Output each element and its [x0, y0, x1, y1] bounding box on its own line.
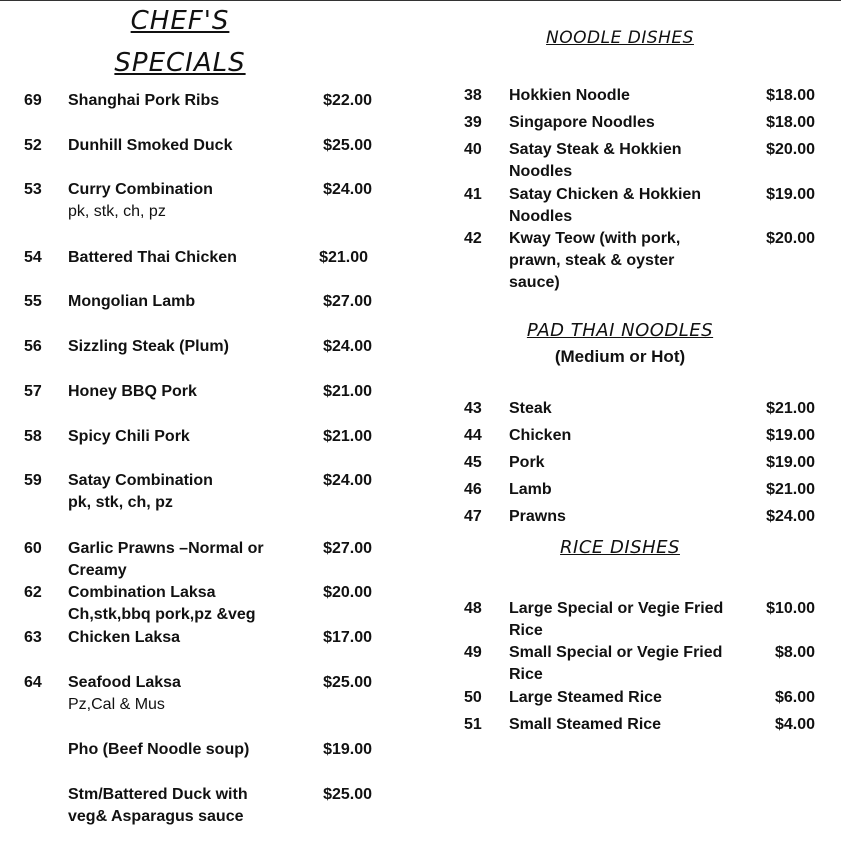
item-price: $17.00 [323, 629, 372, 646]
item-price: $25.00 [323, 137, 372, 154]
menu-item [24, 784, 379, 828]
item-number: 47 [464, 508, 482, 525]
item-number: 52 [24, 137, 42, 154]
menu-item [24, 538, 379, 582]
item-price: $21.00 [766, 481, 815, 498]
item-price: $24.00 [323, 338, 372, 355]
item-name: Pho (Beef Noodle soup) [68, 741, 250, 758]
item-number: 57 [24, 383, 42, 400]
menu-item [464, 228, 820, 294]
item-name: Shanghai Pork Ribs [68, 92, 220, 109]
item-price: $6.00 [774, 689, 815, 706]
item-price: $20.00 [766, 141, 815, 158]
menu-item [464, 184, 820, 228]
item-price: $20.00 [323, 584, 372, 601]
item-price: $21.00 [323, 428, 372, 445]
item-description: Pz,Cal & Mus [68, 696, 165, 713]
item-name: Battered Thai Chicken [68, 249, 237, 266]
item-price: $4.00 [774, 716, 815, 733]
item-name: Steak [509, 400, 552, 417]
item-name: Dunhill Smoked Duck [68, 137, 233, 154]
item-number: 41 [464, 186, 482, 203]
item-price: $18.00 [766, 114, 815, 131]
pad-thai-subtitle: (Medium or Hot) [554, 347, 686, 366]
item-name-block [68, 179, 298, 223]
item-number: 56 [24, 338, 42, 355]
item-name: Kway Teow (with pork, prawn, steak & oyster sauce) [509, 230, 681, 291]
item-description: pk, stk, ch, pz [68, 494, 173, 511]
menu-item [24, 672, 379, 716]
item-number: 59 [24, 472, 42, 489]
menu-item [24, 247, 379, 269]
menu-item [24, 739, 379, 761]
item-price: $21.00 [766, 400, 815, 417]
item-number: 69 [24, 92, 42, 109]
item-price: $10.00 [766, 600, 815, 617]
item-number: 64 [24, 674, 42, 691]
item-name: Spicy Chili Pork [68, 428, 190, 445]
item-price: $20.00 [766, 230, 815, 247]
item-name: Chicken Laksa [68, 629, 181, 646]
item-number: 58 [24, 428, 42, 445]
item-number: 43 [464, 400, 482, 417]
item-price: $21.00 [319, 249, 368, 266]
item-number: 60 [24, 540, 42, 557]
item-price: $24.00 [323, 181, 372, 198]
item-number: 50 [464, 689, 482, 706]
item-name-block [68, 672, 298, 716]
item-name: Lamb [509, 481, 552, 498]
menu-item [24, 135, 379, 157]
menu-item [464, 714, 820, 736]
item-name: Satay Chicken & Hokkien Noodles [509, 186, 702, 225]
item-number: 39 [464, 114, 482, 131]
item-number: 51 [464, 716, 482, 733]
item-name: Seafood Laksa [68, 674, 181, 691]
item-name: Prawns [509, 508, 566, 525]
item-price: $24.00 [323, 472, 372, 489]
item-name: Combination Laksa Ch,stk,bbq pork,pz &veg [68, 584, 256, 623]
menu-item [464, 85, 820, 107]
item-number: 63 [24, 629, 42, 646]
item-price: $21.00 [323, 383, 372, 400]
item-name: Mongolian Lamb [68, 293, 196, 310]
item-price: $27.00 [323, 293, 372, 310]
item-name: Hokkien Noodle [509, 87, 630, 104]
item-name-block [68, 470, 298, 514]
rice-dishes-title: RICE DISHES [560, 537, 680, 558]
menu-item [24, 426, 379, 448]
chef-specials-title-line1: CHEF'S [130, 6, 230, 36]
item-number: 46 [464, 481, 482, 498]
menu-item [24, 470, 379, 514]
item-price: $19.00 [766, 454, 815, 471]
menu-item [24, 90, 379, 112]
item-number: 38 [464, 87, 482, 104]
pad-thai-title: PAD THAI NOODLES [526, 320, 714, 341]
menu-item [464, 642, 820, 686]
item-number: 42 [464, 230, 482, 247]
menu-item [24, 627, 379, 649]
item-name: Large Special or Vegie Fried Rice [509, 600, 724, 639]
item-number: 48 [464, 600, 482, 617]
item-price: $19.00 [766, 427, 815, 444]
menu-item [464, 452, 820, 474]
item-price: $25.00 [323, 786, 372, 803]
item-name: Curry Combination [68, 181, 213, 198]
menu-item [464, 479, 820, 501]
item-price: $24.00 [766, 508, 815, 525]
item-price: $27.00 [323, 540, 372, 557]
menu-item [24, 582, 379, 626]
menu-item [24, 291, 379, 313]
menu-item [24, 179, 379, 223]
item-number: 49 [464, 644, 482, 661]
item-name: Sizzling Steak (Plum) [68, 338, 229, 355]
item-number: 53 [24, 181, 42, 198]
item-name: Satay Steak & Hokkien Noodles [509, 141, 682, 180]
item-number: 40 [464, 141, 482, 158]
item-name: Honey BBQ Pork [68, 383, 197, 400]
item-price: $22.00 [323, 92, 372, 109]
menu-item [24, 381, 379, 403]
menu-item [464, 112, 820, 134]
menu-item [464, 598, 820, 642]
item-price: $25.00 [323, 674, 372, 691]
menu-item [464, 398, 820, 420]
item-name: Large Steamed Rice [509, 689, 662, 706]
item-price: $8.00 [774, 644, 815, 661]
item-name: Stm/Battered Duck with veg& Asparagus sauce [68, 786, 248, 825]
noodle-dishes-title: NOODLE DISHES [546, 28, 694, 48]
item-name: Chicken [509, 427, 572, 444]
item-number: 54 [24, 249, 42, 266]
menu-item [24, 336, 379, 358]
top-border-line [0, 0, 841, 1]
item-price: $19.00 [766, 186, 815, 203]
chef-specials-title-line2: SPECIALS [114, 48, 246, 78]
item-price: $19.00 [323, 741, 372, 758]
menu-item [464, 687, 820, 709]
item-name: Small Special or Vegie Fried Rice [509, 644, 723, 683]
item-description: pk, stk, ch, pz [68, 203, 166, 220]
item-price: $18.00 [766, 87, 815, 104]
item-name: Garlic Prawns –Normal or Creamy [68, 540, 264, 579]
menu-item [464, 506, 820, 528]
item-name: Pork [509, 454, 545, 471]
item-name: Satay Combination [68, 472, 213, 489]
item-name: Singapore Noodles [509, 114, 655, 131]
item-number: 62 [24, 584, 42, 601]
item-number: 45 [464, 454, 482, 471]
menu-item [464, 139, 820, 183]
menu-item [464, 425, 820, 447]
item-number: 44 [464, 427, 482, 444]
item-name: Small Steamed Rice [509, 716, 662, 733]
item-number: 55 [24, 293, 42, 310]
